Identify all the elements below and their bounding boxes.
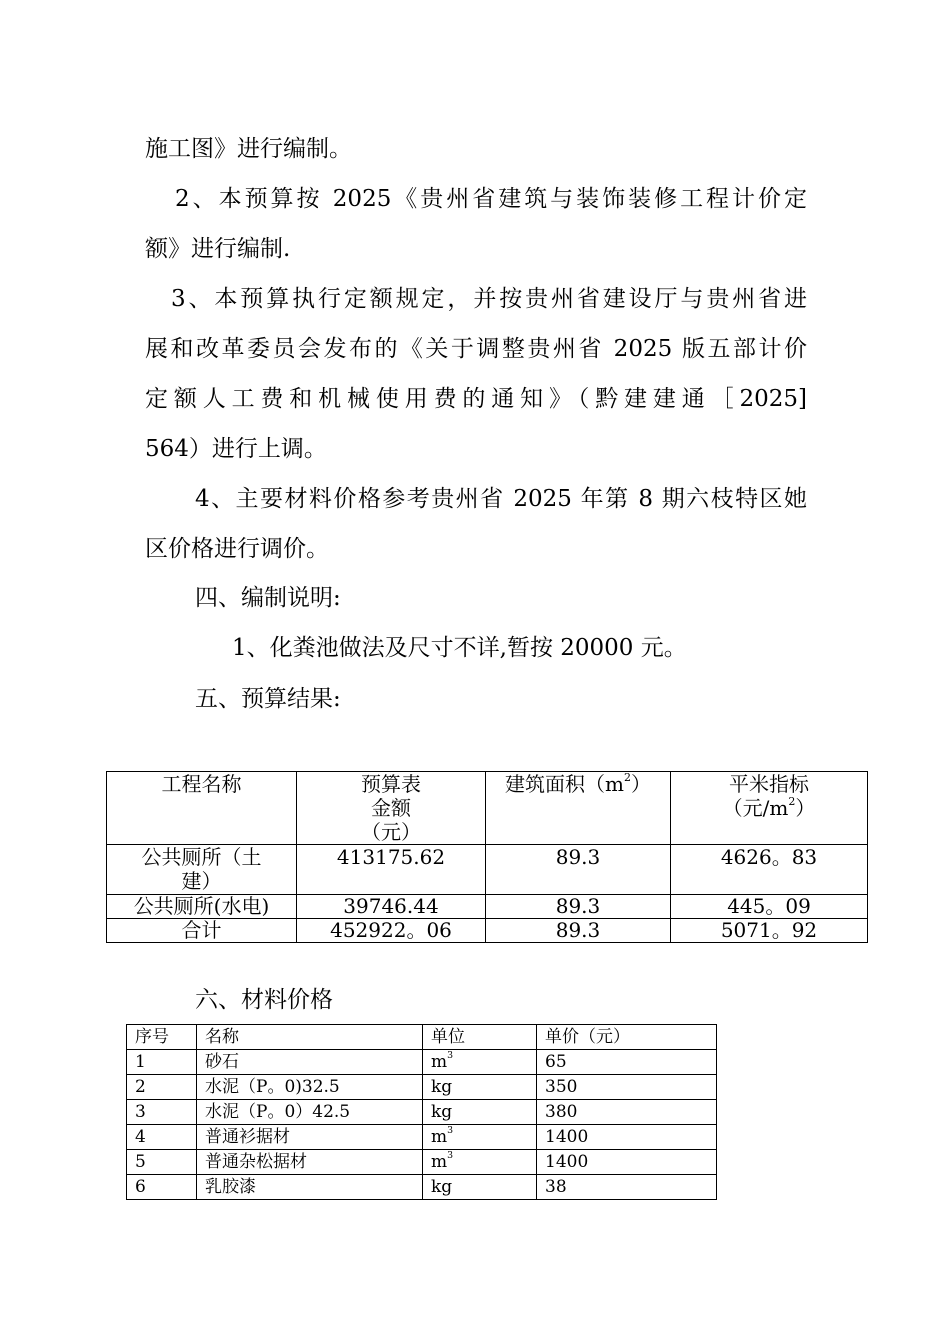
cell-no: 4	[127, 1125, 197, 1150]
cell-no: 2	[127, 1075, 197, 1100]
table-header-row	[107, 772, 868, 845]
section-4-item-1: 1、化粪池做法及尺寸不详,暂按 20000 元。	[232, 635, 687, 661]
cell-amount: 413175.62	[297, 845, 486, 895]
table-row	[127, 1175, 717, 1200]
cell-name: 乳胶漆	[197, 1175, 423, 1200]
cell-no: 3	[127, 1100, 197, 1125]
section-5-heading: 五、预算结果:	[195, 686, 341, 712]
cell-unit: kg	[423, 1100, 537, 1125]
header-building-area: 建筑面积$(m^2)$	[486, 772, 671, 845]
header-budget-amount: 预算表金额（元）	[297, 772, 486, 845]
paragraph-3-line-2: 展和改革委员会发布的《关于调整贵州省 2025 版五部计价	[145, 336, 807, 362]
cell-price: 1400	[537, 1150, 717, 1175]
paragraph-4-line-1: 4、主要材料价格参考贵州省 2025 年第 8 期六枝特区她	[195, 486, 807, 512]
cell-price: 38	[537, 1175, 717, 1200]
table-row	[107, 895, 868, 919]
cell-price: 350	[537, 1075, 717, 1100]
table-row	[127, 1075, 717, 1100]
cell-name: 水泥（P。0）42.5	[197, 1100, 423, 1125]
paragraph-2-line-2: 额》进行编制.	[145, 236, 291, 262]
cell-no: 6	[127, 1175, 197, 1200]
header-per-sqm-index: 平米指标（元$/m^2$）	[671, 772, 868, 845]
header-project-name: 工程名称	[107, 772, 297, 845]
cell-price: 65	[537, 1050, 717, 1075]
budget-summary-table	[106, 771, 868, 943]
cell-amount: 39746.44	[297, 895, 486, 919]
cell-price: 380	[537, 1100, 717, 1125]
cell-unit: $m^3$	[423, 1050, 537, 1075]
cell-index: 5071。92	[671, 919, 868, 943]
header-no: 序号	[127, 1025, 197, 1050]
paragraph-2-line-1: 2、本预算按 2025《贵州省建筑与装饰装修工程计价定	[175, 186, 807, 212]
cell-name: 普通杂松据材	[197, 1150, 423, 1175]
cell-name: 公共厕所（土建）	[107, 845, 297, 895]
table-row	[107, 845, 868, 895]
cell-area: 89.3	[486, 895, 671, 919]
header-unit-price: 单价（元）	[537, 1025, 717, 1050]
cell-name: 合计	[107, 919, 297, 943]
cell-amount: 452922。06	[297, 919, 486, 943]
paragraph-3-line-3: 定额人工费和机械使用费的通知》（黔建建通［2025]	[145, 386, 807, 412]
cell-no: 5	[127, 1150, 197, 1175]
cell-index: 445。09	[671, 895, 868, 919]
cell-index: 4626。83	[671, 845, 868, 895]
paragraph-3-line-4: 564）进行上调。	[145, 436, 327, 462]
cell-area: 89.3	[486, 919, 671, 943]
cell-unit: $m^3$	[423, 1125, 537, 1150]
paragraph-3-line-1: 3、本预算执行定额规定，并按贵州省建设厅与贵州省进	[171, 286, 807, 312]
material-prices-table	[126, 1024, 717, 1200]
cell-no: 1	[127, 1050, 197, 1075]
table-row	[127, 1125, 717, 1150]
cell-area: 89.3	[486, 845, 671, 895]
cell-name: 普通衫据材	[197, 1125, 423, 1150]
cell-unit: kg	[423, 1075, 537, 1100]
cell-name: 公共厕所(水电)	[107, 895, 297, 919]
table-row	[127, 1150, 717, 1175]
cell-name: 水泥（P。0)32.5	[197, 1075, 423, 1100]
table-row	[127, 1100, 717, 1125]
cell-unit: kg	[423, 1175, 537, 1200]
section-4-heading: 四、编制说明:	[195, 585, 341, 611]
table-row-total	[107, 919, 868, 943]
cell-price: 1400	[537, 1125, 717, 1150]
cell-name: 砂石	[197, 1050, 423, 1075]
table-header-row	[127, 1025, 717, 1050]
header-unit: 单位	[423, 1025, 537, 1050]
paragraph-4-line-2: 区价格进行调价。	[145, 536, 329, 562]
table-row	[127, 1050, 717, 1075]
header-name: 名称	[197, 1025, 423, 1050]
paragraph-1: 施工图》进行编制。	[145, 136, 352, 162]
section-6-heading: 六、材料价格	[195, 987, 333, 1013]
cell-unit: $m^3$	[423, 1150, 537, 1175]
